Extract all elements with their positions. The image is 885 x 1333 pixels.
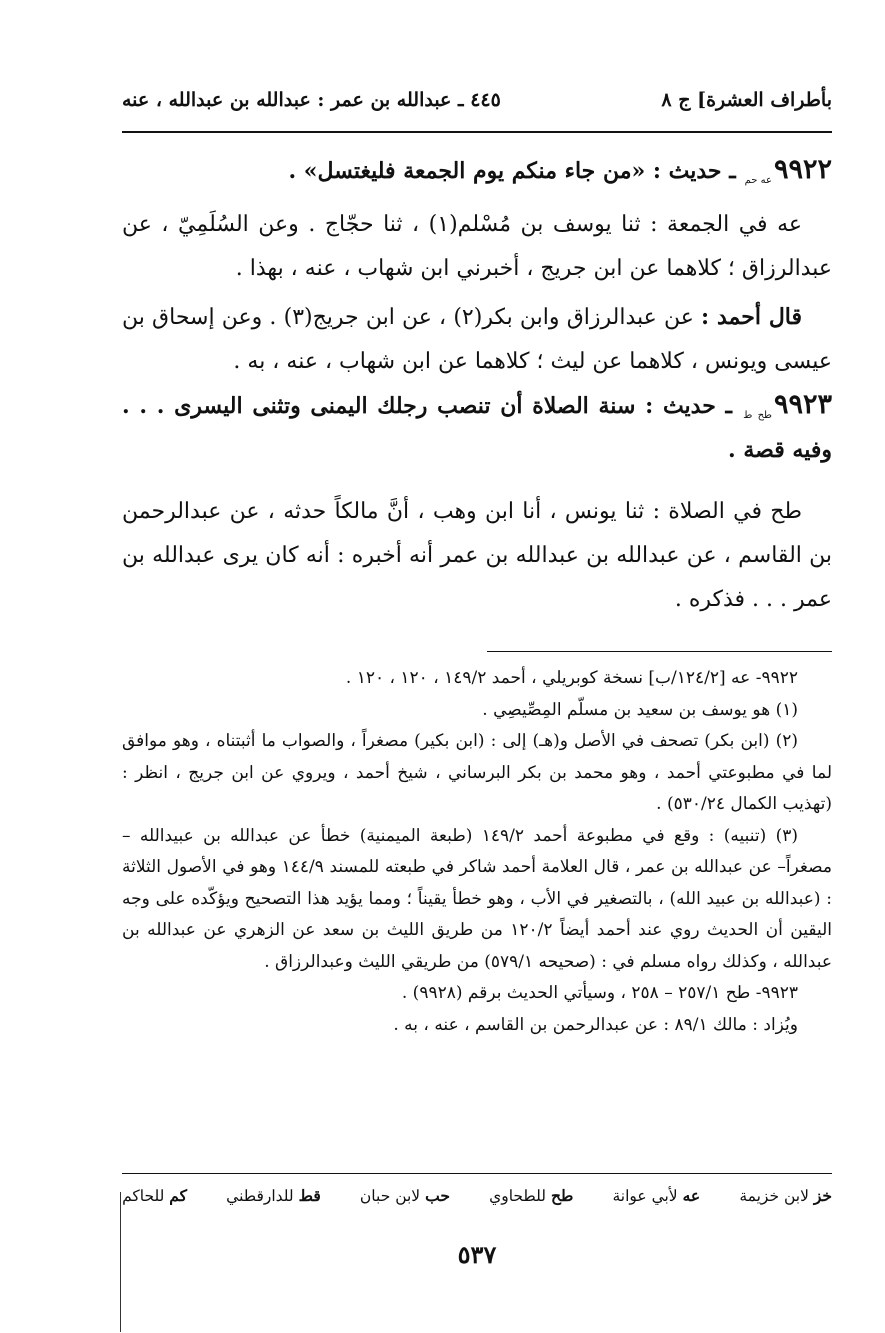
footnote: (٢) (ابن بكر) تصحف في الأصل و(هـ) إلى : (ابن بكير) مصغراً ، والصواب ما أثبتناه ، وهو موافق لما في مطبوعتي أحمد ، وهو محمد بن بكر البرساني ، شيخ أحمد ، ويروي عن ابن جريج ، انظر : (تهذيب الكمال ٥٣٠/٢٤) . (122, 731, 832, 814)
abbreviations-key (122, 1186, 832, 1205)
hadith-text (122, 295, 832, 384)
narration-text: عن عبدالرزاق وابن بكر(٢) ، عن ابن جريج(٣) . وعن إسحاق بن عيسى ويونس ، كلاهما عن ليث ؛ كلاهما عن ابن شهاب ، عنه ، به . (122, 305, 832, 375)
header-rule (122, 131, 832, 133)
page-number: ٥٣٧ (457, 1240, 497, 1269)
hadith-text: عه في الجمعة : ثنا يوسف بن مُسْلم(١) ، ثنا حجّاج . وعن السُلَمِيّ ، عن عبدالرزاق ؛ كلاهما عن ابن جريج ، أخبرني ابن شهاب ، عنه ، بهذا . (122, 212, 832, 282)
abbreviation: طح للطحاوي (489, 1186, 574, 1205)
abbreviation: كم للحاكم (122, 1186, 187, 1205)
abbreviations-rule (122, 1173, 832, 1174)
hadith-number: ٩٩٢٢ (773, 154, 832, 185)
hadith-number: ٩٩٢٣ (774, 389, 833, 420)
source-symbols: طح ط (743, 410, 772, 422)
hadith-title-line (122, 148, 832, 203)
abbreviation: قط للدارقطني (226, 1186, 321, 1205)
hadith-9923 (122, 388, 832, 622)
section-title: ٤٤٥ ـ عبدالله بن عمر : عبدالله بن عبدالله ، عنه (122, 89, 501, 111)
footnote-rule (487, 651, 832, 652)
margin-line (120, 1192, 121, 1332)
hadith-text: طح في الصلاة : ثنا يونس ، أنا ابن وهب ، أنَّ مالكاً حدثه ، عن عبدالرحمن بن القاسم ، عن عبدالله بن عبدالله بن عمر أنه أخبره : أنه كان يرى عبدالله بن عمر . . . فذكره . (122, 499, 832, 613)
abbreviation: حب لابن حبان (359, 1186, 450, 1205)
book-page (122, 0, 832, 1333)
hadith-title: ـ حديث : «من جاء منكم يوم الجمعة فليغتسل» . (288, 158, 736, 184)
hadith-title: ـ حديث : سنة الصلاة أن تنصب رجلك اليمنى وتثنى اليسرى . . . وفيه قصة . (122, 393, 832, 464)
footnote: ويُزاد : مالك ٨٩/١ : عن عبدالرحمن بن القاسم ، عنه ، به . (393, 1014, 798, 1035)
narrator-label: قال أحمد : (701, 304, 803, 331)
hadith-9922 (122, 148, 832, 384)
footnote: ٩٩٢٢- عه [١٢٤/٢/ب] نسخة كوبريلي ، أحمد ١٤٩/٢ ، ١٢٠ ، ١٢٠ . (345, 668, 798, 688)
hadith-title-line (122, 388, 832, 468)
footnotes (122, 663, 832, 1041)
running-header (122, 84, 832, 116)
footnote: ٩٩٢٣- طح ٢٥٧/١ – ٢٥٨ ، وسيأتي الحديث برقم (٩٩٢٨) . (401, 983, 798, 1003)
running-title: بأطراف العشرة] ج ٨ (661, 89, 832, 111)
source-symbols: عه حم (744, 175, 772, 187)
footnote: (٣) (تنبيه) : وقع في مطبوعة أحمد ١٤٩/٢ (طبعة الميمنية) خطأ عن عبدالله بن عبيدالله – مصغراً– عن عبدالله بن عمر ، قال العلامة أحمد شاكر في طبعته للمسند ١٤٤/٩ وهو في الأصول الثلاثة : (عبدالله بن عبيد الله) ، بالتصغير في الأب ، وهو خطأ يقيناً ؛ ومما يؤيد هذا التصحيح ويؤكّده على وجه اليقين أن الحديث روي عند أحمد أيضاً ١٢٠/٢ من طريق الليث بن سعد عن الزهري عن عبدالله بن عبدالله ، وكذلك رواه مسلم في : (صحيحه ٥٧٩/١) من طريقي الليث وعبدالرزاق . (122, 825, 832, 972)
abbreviation: عه لأبي عوانة (612, 1186, 701, 1205)
footnote: (١) هو يوسف بن سعيد بن مسلّم المِصِّيصِي . (482, 699, 798, 720)
abbreviation: خز لابن خزيمة (739, 1186, 832, 1205)
